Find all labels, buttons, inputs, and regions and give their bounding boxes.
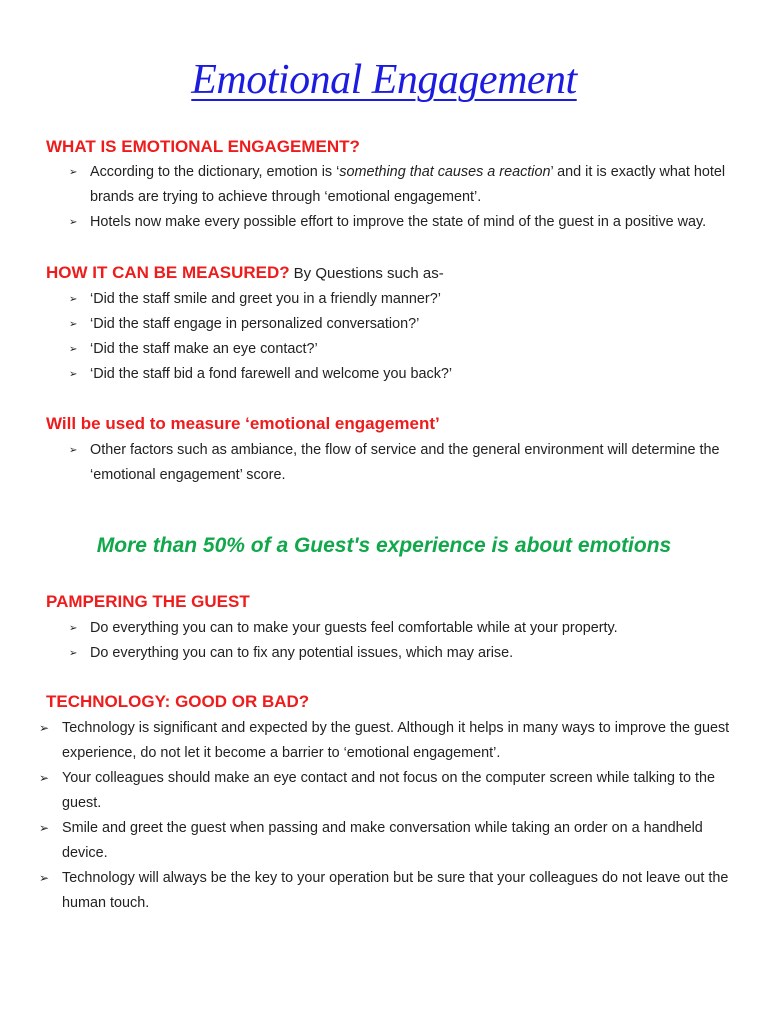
arrow-bullet-icon: ➢ <box>69 167 78 178</box>
list-item <box>69 438 732 488</box>
section-heading-how-measured <box>46 263 444 283</box>
bullet-text-emphasis: something that causes a reaction <box>339 164 551 180</box>
bullet-text: ‘Did the staff engage in personalized conversation?’ <box>90 316 420 332</box>
bullet-text: Technology will always be the key to your operation but be sure that your colleagues do not leave out the human touch. <box>62 870 729 911</box>
bullet-text: ‘Did the staff make an eye contact?’ <box>90 341 318 357</box>
list-item <box>69 362 732 387</box>
technology-list <box>39 716 734 916</box>
section-heading-technology: TECHNOLOGY: GOOD OR BAD? <box>46 692 310 711</box>
list-item <box>39 816 734 866</box>
heading-tail: By Questions such as- <box>293 265 444 282</box>
section-heading-what-is: WHAT IS EMOTIONAL ENGAGEMENT? <box>46 137 360 156</box>
bullet-text: Do everything you can to fix any potential issues, which may arise. <box>90 645 514 661</box>
list-item <box>69 210 732 235</box>
arrow-bullet-icon: ➢ <box>69 445 78 456</box>
what-is-list <box>69 160 732 235</box>
section-heading-used-to-measure: Will be used to measure ‘emotional engagement’ <box>46 414 440 433</box>
arrow-bullet-icon: ➢ <box>39 721 50 735</box>
list-item <box>39 866 734 916</box>
arrow-bullet-icon: ➢ <box>39 771 50 785</box>
bullet-text: Hotels now make every possible effort to improve the state of mind of the guest in a positive way. <box>90 214 707 230</box>
bullet-text: ‘Did the staff smile and greet you in a friendly manner?’ <box>90 291 441 307</box>
list-item <box>69 616 732 641</box>
arrow-bullet-icon: ➢ <box>69 344 78 355</box>
bullet-text: Smile and greet the guest when passing and make conversation while taking an order on a handheld device. <box>62 820 703 861</box>
arrow-bullet-icon: ➢ <box>39 871 50 885</box>
bullet-text: Do everything you can to make your guests feel comfortable while at your property. <box>90 620 618 636</box>
bullet-text: Other factors such as ambiance, the flow of service and the general environment will determine the ‘emotional engagement’ score. <box>90 442 720 483</box>
emotions-tagline: More than 50% of a Guest's experience is about emotions <box>96 534 672 557</box>
list-item <box>69 337 732 362</box>
bullet-text-post: ’ and it is exactly what hotel brands are trying to achieve through ‘emotional engagement’. <box>90 164 726 205</box>
arrow-bullet-icon: ➢ <box>69 319 78 330</box>
list-item <box>39 716 734 766</box>
bullet-text-pre: According to the dictionary, emotion is ‘ <box>90 164 340 180</box>
factors-list <box>69 438 732 488</box>
questions-list <box>69 287 732 387</box>
bullet-text: Technology is significant and expected by the guest. Although it helps in many ways to improve the guest experience, do not let it become a barrier to ‘emotional engagement’. <box>62 720 730 761</box>
pampering-list <box>69 616 732 666</box>
arrow-bullet-icon: ➢ <box>69 648 78 659</box>
arrow-bullet-icon: ➢ <box>39 821 50 835</box>
bullet-text: Your colleagues should make an eye contact and not focus on the computer screen while talking to the guest. <box>62 770 716 811</box>
list-item <box>39 766 734 816</box>
list-item <box>69 312 732 337</box>
page-title: Emotional Engagement <box>191 57 577 103</box>
bullet-text: ‘Did the staff bid a fond farewell and welcome you back?’ <box>90 366 453 382</box>
arrow-bullet-icon: ➢ <box>69 217 78 228</box>
heading-text: HOW IT CAN BE MEASURED? <box>46 263 290 282</box>
list-item <box>69 287 732 312</box>
arrow-bullet-icon: ➢ <box>69 294 78 305</box>
arrow-bullet-icon: ➢ <box>69 369 78 380</box>
list-item <box>69 641 732 666</box>
arrow-bullet-icon: ➢ <box>69 623 78 634</box>
section-heading-pampering: PAMPERING THE GUEST <box>46 592 250 611</box>
list-item <box>69 160 732 210</box>
